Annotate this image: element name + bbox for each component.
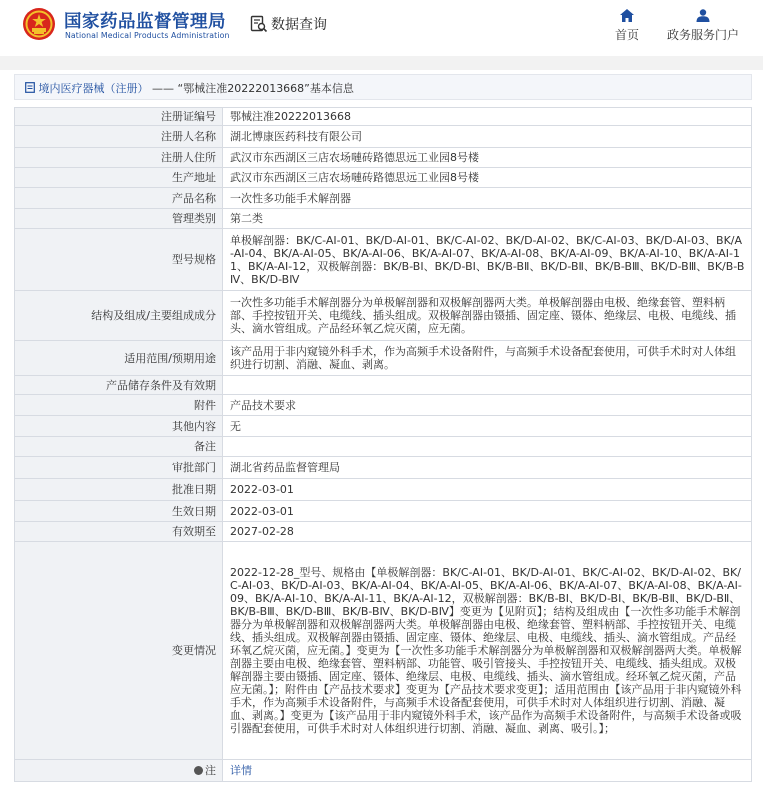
field-value: 一次性多功能手术解剖器分为单极解剖器和双极解剖器两大类。单极解剖器由电极、绝缘套管、塑料柄部、手控按钮开关、电缆线、插头组成。双极解剖器由镊插、固定座、镊体、绝缘层、电极、电缆线、插头、滴水管组成。产品经环氧乙烷灭菌，应无菌。: [223, 291, 752, 341]
field-value: 2022-03-01: [223, 479, 752, 501]
table-row: [15, 229, 752, 291]
table-row: [15, 341, 752, 376]
field-label: 注册证编号: [15, 108, 223, 126]
field-label: 附件: [15, 395, 223, 416]
site-header: [0, 0, 763, 56]
field-label: 管理类别: [15, 209, 223, 229]
field-value: [223, 376, 752, 395]
table-row: [15, 437, 752, 457]
table-row: [15, 416, 752, 437]
field-value: 湖北省药品监督管理局: [223, 457, 752, 479]
registration-info-table: [14, 107, 752, 782]
field-value: 一次性多功能手术解剖器: [223, 188, 752, 209]
nav-service-portal-label: 政务服务门户: [666, 28, 739, 42]
field-value: 湖北博康医药科技有限公司: [223, 126, 752, 148]
site-title[interactable]: 国家药品监督管理局: [64, 12, 226, 32]
table-row: [15, 395, 752, 416]
table-row: [15, 501, 752, 522]
field-label: 有效期至: [15, 522, 223, 542]
field-value: 2022-12-28_型号、规格由【单极解剖器：BK/C-AⅠ-01、BK/D-AⅠ-01、BK/C-AⅠ-02、BK/D-AⅠ-02、BK/C-AⅠ-03、BK/D-AⅠ-03、BK/A-AⅠ-04、BK/A-AⅠ-05、BK/A-AⅠ-06、BK/A-AⅠ-07、BK/A-AⅠ-08、BK/A-AⅠ-09、BK/A-AⅠ-10、BK/A-AⅠ-11、BK/A-AⅠ-12，双极解剖器：BK/B-BⅠ、BK/D-BⅠ、BK/B-BⅡ、BK/D-BⅡ、BK/B-BⅢ、BK/D-BⅢ、BK/B-BⅣ、BK/D-BⅣ】变更为【见附页】；结构及组成由【一次性多功能手术解剖器分为单极解剖器和双极解剖器两大类。单极解剖器由电极、绝缘套管、塑料柄部、手控按钮开关、电缆线、插头组成。双极解剖器由镊插、固定座、镊体、绝缘层、电极、电缆线、插头、滴水管组成。产品经环氧乙烷灭菌，应无菌。】变更为【一次性多功能手术解剖器分为单极解剖器和双极解剖器两大类。单极解剖器主要由电极、绝缘套管、塑料柄部、功能管、吸引管接头、手控按钮开关、电缆线、插头组成。双极解剖器主要由镊插、固定座、镊体、绝缘层、电极、电缆线、插头、滴水管组成。经环氧乙烷灭菌，产品应无菌。】；附件由【产品技术要求】变更为【产品技术要求变更】；适用范围由【该产品用于非内窥镜外科手术，作为高频手术设备附件，与高频手术设备配套使用，可供手术时对人体组织进行切割、消融、凝血、剥离。】变更为【该产品用于非内窥镜外科手术，该产品作为高频手术设备附件，与高频手术设备或吸引器配套使用，可供手术时对人体组织进行切割、消融、凝血、剥离、吸引。】；: [223, 542, 752, 760]
field-label: 批准日期: [15, 479, 223, 501]
user-icon: [696, 9, 710, 22]
table-row: [15, 148, 752, 168]
field-value: 武汉市东西湖区三店农场嗹砖路德思远工业园8号楼: [223, 148, 752, 168]
header-divider: [0, 56, 763, 70]
field-label: 型号规格: [15, 229, 223, 291]
breadcrumb: [14, 74, 752, 100]
field-label: 生效日期: [15, 501, 223, 522]
details-link[interactable]: 详情: [230, 764, 252, 777]
field-value: 该产品用于非内窥镜外科手术，作为高频手术设备附件，与高频手术设备配套使用，可供手术时对人体组织进行切割、消融、凝血、剥离。: [223, 341, 752, 376]
note-label: [15, 760, 223, 782]
nav-home[interactable]: [612, 9, 642, 43]
field-label: 注: [205, 764, 216, 777]
table-row: [15, 126, 752, 148]
field-value: 2027-02-28: [223, 522, 752, 542]
field-label: 适用范围/预期用途: [15, 341, 223, 376]
nav-home-label: 首页: [614, 28, 639, 42]
table-row: [15, 542, 752, 760]
table-row: [15, 760, 752, 782]
table-row: [15, 457, 752, 479]
national-emblem-icon[interactable]: [22, 7, 56, 41]
field-value: [223, 760, 752, 782]
table-row: [15, 522, 752, 542]
home-icon: [620, 9, 634, 22]
search-document-icon[interactable]: [250, 15, 268, 33]
table-row: [15, 291, 752, 341]
field-value: 第二类: [223, 209, 752, 229]
breadcrumb-current: “鄂械注准20222013668”基本信息: [177, 82, 354, 95]
field-value: 鄂械注准20222013668: [223, 108, 752, 126]
field-label: 其他内容: [15, 416, 223, 437]
data-query-link[interactable]: 数据查询: [271, 17, 327, 33]
table-row: [15, 376, 752, 395]
site-subtitle: National Medical Products Administration: [65, 31, 230, 40]
field-value: 2022-03-01: [223, 501, 752, 522]
field-label: 生产地址: [15, 168, 223, 188]
field-label: 结构及组成/主要组成成分: [15, 291, 223, 341]
field-value: 无: [223, 416, 752, 437]
document-icon: [25, 82, 35, 93]
field-label: 产品储存条件及有效期: [15, 376, 223, 395]
pin-icon: [194, 766, 203, 775]
field-label: 备注: [15, 437, 223, 457]
field-label: 变更情况: [15, 542, 223, 760]
table-row: [15, 479, 752, 501]
field-label: 注册人名称: [15, 126, 223, 148]
breadcrumb-separator: ——: [152, 82, 174, 95]
field-label: 注册人住所: [15, 148, 223, 168]
field-label: 产品名称: [15, 188, 223, 209]
field-label: 审批部门: [15, 457, 223, 479]
table-row: [15, 168, 752, 188]
field-value: 武汉市东西湖区三店农场嗹砖路德思远工业园8号楼: [223, 168, 752, 188]
field-value: [223, 437, 752, 457]
table-row: [15, 209, 752, 229]
nav-service-portal[interactable]: [664, 9, 742, 43]
field-value: 产品技术要求: [223, 395, 752, 416]
field-value: 单极解剖器：BK/C-AⅠ-01、BK/D-AⅠ-01、BK/C-AⅠ-02、BK/D-AⅠ-02、BK/C-AⅠ-03、BK/D-AⅠ-03、BK/A-AⅠ-04、BK/A-AⅠ-05、BK/A-AⅠ-06、BK/A-AⅠ-07、BK/A-AⅠ-08、BK/A-AⅠ-09、BK/A-AⅠ-10、BK/A-AⅠ-11、BK/A-AⅠ-12，双极解剖器：BK/B-BⅠ、BK/D-BⅠ、BK/B-BⅡ、BK/D-BⅡ、BK/B-BⅢ、BK/D-BⅢ、BK/B-BⅣ、BK/D-BⅣ: [223, 229, 752, 291]
table-row: [15, 188, 752, 209]
breadcrumb-category[interactable]: 境内医疗器械（注册）: [38, 82, 149, 95]
table-row: [15, 108, 752, 126]
